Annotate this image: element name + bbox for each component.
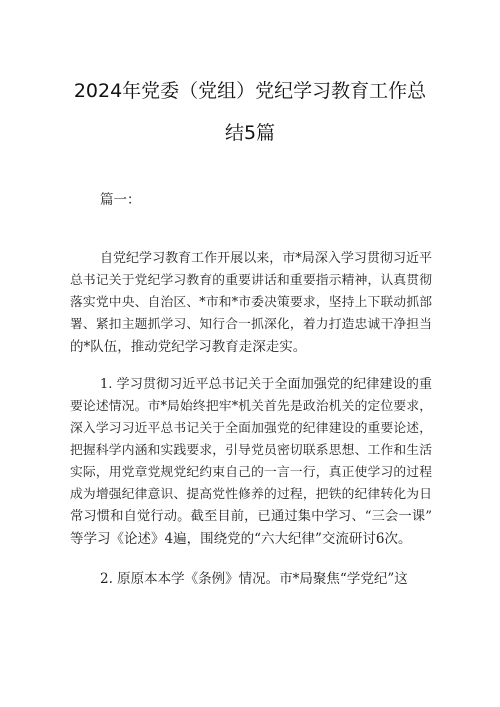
paragraph-2-line-2: 要论述情况。市*局始终把牢*机关首先是政治机关的定位要求， [70, 399, 432, 414]
paragraph-1-line-2: 总书记关于党纪学习教育的重要讲话和重要指示精神，认真贯彻 [70, 273, 432, 288]
paragraph-2-line-4: 把握科学内涵和实践要求，引导党员密切联系思想、工作和生活 [70, 443, 432, 458]
paragraph-1-line-3: 落实党中央、自治区、*市和*市委决策要求，坚持上下联动抓部 [70, 295, 432, 310]
document-title-line-1: 2024年党委（党组）党纪学习教育工作总 [73, 80, 427, 102]
paragraph-2-line-3: 深入学习习近平总书记关于全面加强党的纪律建设的重要论述， [70, 421, 432, 436]
paragraph-1-line-4: 署、紧扣主题抓学习、知行合一抓深化，着力打造忠诚干净担当 [70, 317, 432, 332]
paragraph-2-line-5: 实际，用党章党规党纪约束自己的一言一行，真正使学习的过程 [70, 465, 432, 480]
section-label: 篇一： [100, 192, 141, 208]
paragraph-2-line-8: 等学习《论述》4遍，围绕党的“六大纪律”交流研讨6次。 [70, 531, 412, 547]
paragraph-2-line-1: 1. 学习贯彻习近平总书记关于全面加强党的纪律建设的重 [100, 377, 432, 392]
document-title-line-2: 结5篇 [224, 122, 276, 144]
paragraph-1-line-1: 自党纪学习教育工作开展以来，市*局深入学习贯彻习近平 [100, 251, 432, 266]
paragraph-3-line-1: 2. 原原本本学《条例》情况。市*局聚焦“学党纪”这 [100, 571, 408, 587]
paragraph-2-line-7: 常习惯和自觉行动。截至目前，已通过集中学习、“三会一课” [70, 509, 432, 524]
paragraph-2-line-6: 成为增强纪律意识、提高党性修养的过程，把铁的纪律转化为日 [70, 487, 432, 502]
paragraph-1-line-5: 的*队伍，推动党纪学习教育走深走实。 [70, 339, 307, 355]
